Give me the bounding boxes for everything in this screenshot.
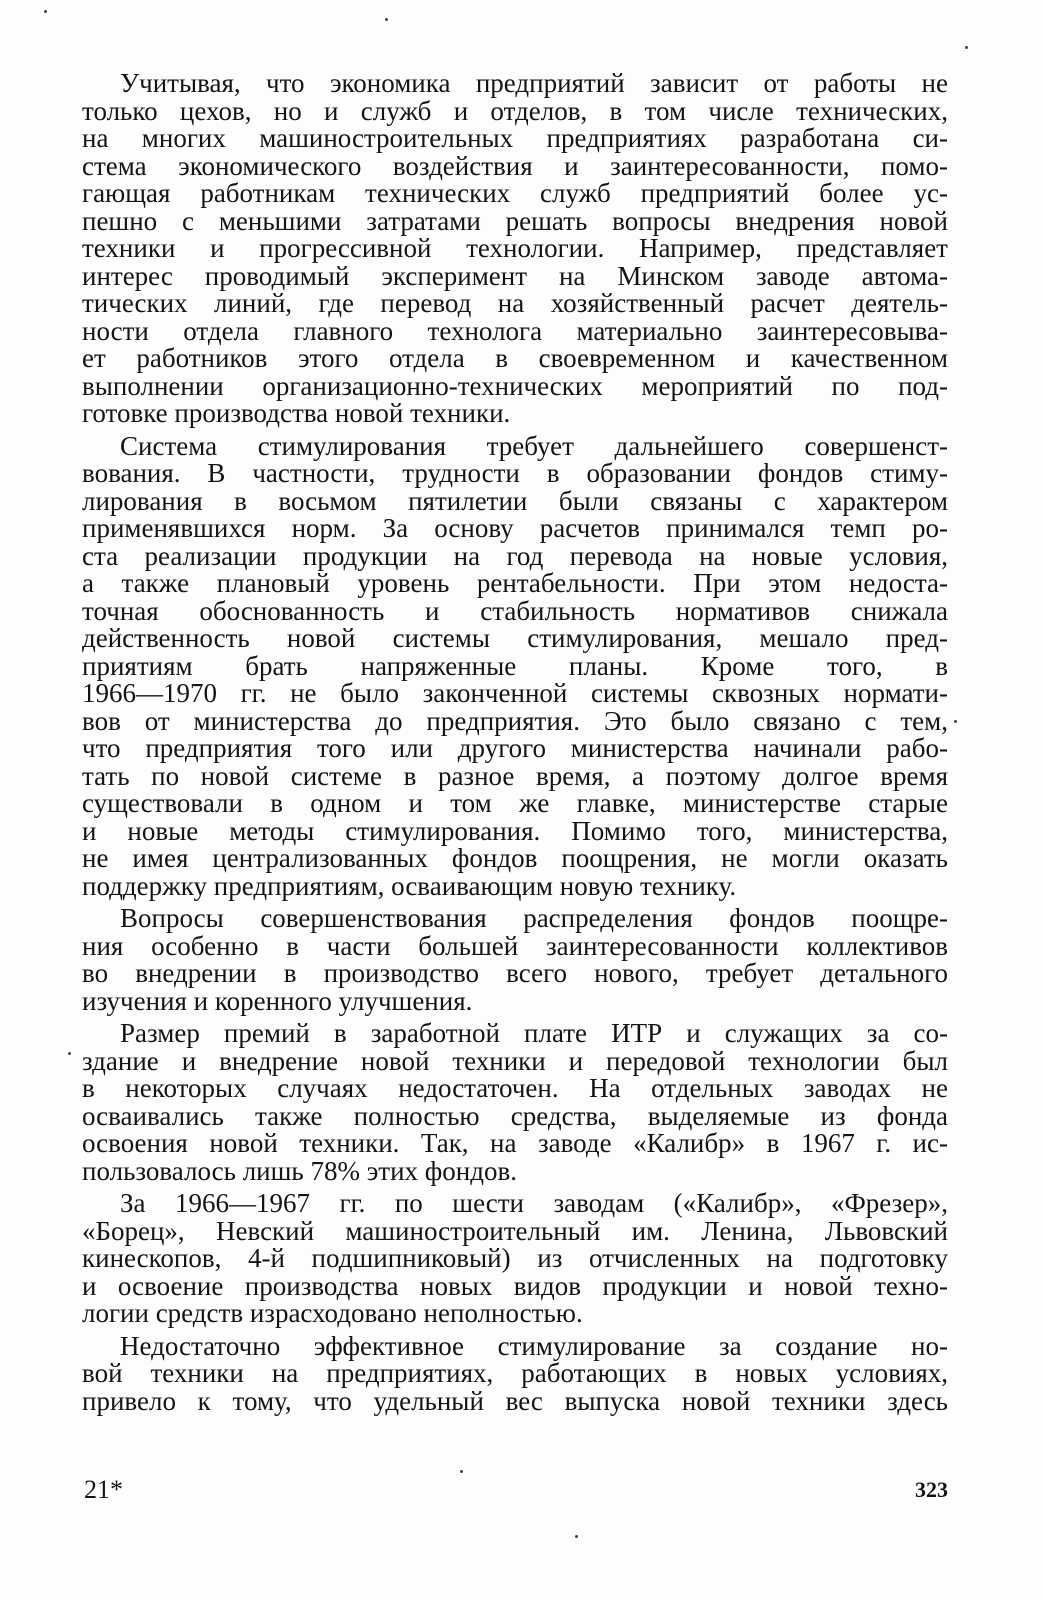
scan-speck <box>44 10 47 13</box>
text-line: точная обоснованность и стабильность нормативов снижала <box>82 595 948 626</box>
text-line: только цехов, но и служб и отделов, в том числе технических, <box>82 95 948 126</box>
text-line: ет работников этого отдела в своевременном и качественном <box>82 343 948 373</box>
text-line: техники и прогрессивной технологии. Например, представляет <box>82 233 948 263</box>
text-line: Вопросы совершенствования распределения фондов поощре- <box>120 903 948 933</box>
text-line: тических линий, где перевод на хозяйственный расчет деятель- <box>82 288 948 318</box>
text-line: осваивались также полностью средства, выделяемые из фонда <box>82 1100 948 1131</box>
paragraph-6 <box>82 1330 948 1416</box>
text-line: что предприятия того или другого министерства начинали рабо- <box>82 733 948 763</box>
page-footer <box>82 1475 948 1505</box>
paragraph-5 <box>82 1190 948 1328</box>
text-line: приятиям брать напряженные планы. Кроме того, в <box>82 650 948 681</box>
text-line: здание и внедрение новой техники и передовой технологии был <box>82 1045 948 1076</box>
text-line: и новые методы стимулирования. Помимо того, министерства, <box>82 815 948 846</box>
text-line: пешно с меньшими затратами решать вопросы внедрения новой <box>82 205 948 236</box>
text-line: вой техники на предприятиях, работающих в новых условиях, <box>82 1358 948 1388</box>
text-line: ния особенно в части большей заинтересованности коллективов <box>82 930 948 961</box>
text-line: Учитывая, что экономика предприятий зависит от работы не <box>120 68 948 98</box>
text-column <box>82 70 948 1415</box>
text-line: привело к тому, что удельный вес выпуска новой техники здесь <box>82 1385 948 1416</box>
text-line: ности отдела главного технолога материально заинтересовыва- <box>82 315 948 346</box>
scan-speck <box>460 1470 463 1473</box>
page-number: 323 <box>915 1477 948 1502</box>
paragraph-1 <box>82 70 948 428</box>
scan-speck <box>575 1535 578 1538</box>
scan-speck <box>965 46 968 49</box>
text-line: кинескопов, 4-й подшипниковый) из отчисленных на подготовку <box>82 1243 948 1273</box>
text-line: Размер премий в заработной плате ИТР и служащих за со- <box>120 1018 948 1048</box>
text-line: гающая работникам технических служб предприятий более ус- <box>82 178 948 208</box>
paragraph-3 <box>82 905 948 1015</box>
text-line: 1966—1970 гг. не было законченной системы сквозных нормати- <box>82 678 948 708</box>
text-line: готовке производства новой техники. <box>82 398 511 428</box>
text-line: За 1966—1967 гг. по шести заводам («Калибр», «Фрезер», <box>120 1188 948 1218</box>
paragraph-2 <box>82 430 948 901</box>
text-line: Недостаточно эффективное стимулирование за создание но- <box>120 1330 948 1361</box>
text-line: выполнении организационно-технических мероприятий по под- <box>82 370 948 401</box>
text-line: на многих машиностроительных предприятиях разработана си- <box>82 123 948 153</box>
text-line: тать по новой системе в разное время, а поэтому долгое время <box>82 760 948 791</box>
text-line: во внедрении в производство всего нового, требует детального <box>82 958 948 988</box>
text-line: стема экономического воздействия и заинтересованности, помо- <box>82 150 948 181</box>
text-line: «Борец», Невский машиностроительный им. Ленина, Львовский <box>82 1215 948 1246</box>
text-line: логии средств израсходовано неполностью. <box>82 1298 583 1328</box>
text-line: Система стимулирования требует дальнейшего совершенст- <box>120 430 948 461</box>
text-line: в некоторых случаях недостаточен. На отдельных заводах не <box>82 1073 948 1103</box>
text-line: изучения и коренного улучшения. <box>82 985 473 1016</box>
text-line: вования. В частности, трудности в образовании фондов стиму- <box>82 458 948 488</box>
text-line: освоения новой техники. Так, на заводе «Калибр» в 1967 г. ис- <box>82 1128 948 1158</box>
text-line: а также плановый уровень рентабельности. При этом недоста- <box>82 568 948 598</box>
scan-speck <box>954 720 957 723</box>
scan-speck <box>385 18 388 21</box>
text-line: поддержку предприятиям, осваивающим новую технику. <box>82 870 737 901</box>
text-line: существовали в одном и том же главке, министерстве старые <box>82 788 948 818</box>
signature-mark: 21* <box>84 1475 123 1504</box>
scan-speck <box>68 1052 71 1055</box>
text-line: пользовалось лишь 78% этих фондов. <box>82 1155 517 1186</box>
text-line: и освоение производства новых видов продукции и новой техно- <box>82 1270 948 1301</box>
paragraph-4 <box>82 1020 948 1185</box>
text-line: интерес проводимый эксперимент на Минском заводе автома- <box>82 260 948 291</box>
text-line: вов от министерства до предприятия. Это было связано с тем, <box>82 705 948 736</box>
text-line: не имея централизованных фондов поощрения, не могли оказать <box>82 843 948 873</box>
text-line: ста реализации продукции на год перевода на новые условия, <box>82 540 948 571</box>
text-line: действенность новой системы стимулирования, мешало пред- <box>82 623 948 653</box>
text-line: лирования в восьмом пятилетии были связаны с характером <box>82 485 948 516</box>
text-line: применявшихся норм. За основу расчетов принимался темп ро- <box>82 513 948 543</box>
